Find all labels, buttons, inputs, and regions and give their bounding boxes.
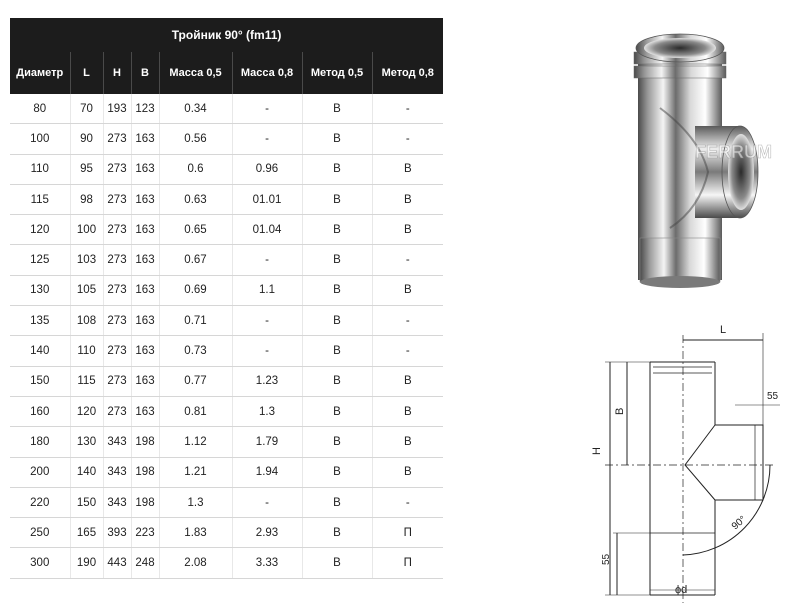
table-cell: - xyxy=(232,94,302,124)
spec-table xyxy=(10,18,443,579)
dim-label-h: H xyxy=(591,447,603,455)
table-cell: 163 xyxy=(131,396,159,426)
table-cell: - xyxy=(232,124,302,154)
table-cell: 0.6 xyxy=(159,154,232,184)
table-cell: 2.93 xyxy=(232,518,302,548)
table-row xyxy=(10,457,443,487)
table-cell: 1.83 xyxy=(159,518,232,548)
table-cell: 273 xyxy=(103,306,131,336)
table-cell: В xyxy=(302,245,372,275)
spec-table-container xyxy=(10,18,443,579)
column-header: Метод 0,5 xyxy=(302,52,372,94)
column-header: Масса 0,8 xyxy=(232,52,302,94)
table-cell: - xyxy=(372,306,443,336)
table-cell: 343 xyxy=(103,457,131,487)
table-cell: 1.94 xyxy=(232,457,302,487)
table-cell: 0.81 xyxy=(159,396,232,426)
table-row xyxy=(10,245,443,275)
table-cell: - xyxy=(372,336,443,366)
table-cell: В xyxy=(302,457,372,487)
tee-schematic xyxy=(585,315,795,605)
table-cell: 103 xyxy=(70,245,103,275)
table-cell: 160 xyxy=(10,396,70,426)
table-cell: 0.71 xyxy=(159,306,232,336)
table-cell: 150 xyxy=(70,487,103,517)
table-cell: 198 xyxy=(131,487,159,517)
table-cell: 3.33 xyxy=(232,548,302,578)
table-row xyxy=(10,366,443,396)
table-cell: 250 xyxy=(10,518,70,548)
table-cell: - xyxy=(372,124,443,154)
table-cell: 100 xyxy=(10,124,70,154)
table-cell: 163 xyxy=(131,275,159,305)
table-cell: 105 xyxy=(70,275,103,305)
table-cell: 273 xyxy=(103,124,131,154)
table-cell: - xyxy=(232,336,302,366)
table-cell: В xyxy=(302,427,372,457)
table-cell: 108 xyxy=(70,306,103,336)
table-cell: 130 xyxy=(70,427,103,457)
table-cell: 248 xyxy=(131,548,159,578)
table-cell: В xyxy=(302,518,372,548)
table-cell: 273 xyxy=(103,245,131,275)
table-cell: В xyxy=(372,154,443,184)
table-cell: 1.79 xyxy=(232,427,302,457)
table-cell: - xyxy=(232,306,302,336)
table-cell: 1.12 xyxy=(159,427,232,457)
table-cell: В xyxy=(302,124,372,154)
table-cell: 125 xyxy=(10,245,70,275)
watermark-text: FERRUM xyxy=(695,142,772,162)
dim-label-d: ϕd xyxy=(675,584,688,596)
table-cell: - xyxy=(372,487,443,517)
table-cell: 0.67 xyxy=(159,245,232,275)
table-cell: В xyxy=(302,94,372,124)
table-cell: 1.21 xyxy=(159,457,232,487)
table-cell: 0.56 xyxy=(159,124,232,154)
table-cell: 80 xyxy=(10,94,70,124)
table-cell: 110 xyxy=(70,336,103,366)
column-header: H xyxy=(103,52,131,94)
table-cell: 165 xyxy=(70,518,103,548)
table-row xyxy=(10,336,443,366)
table-cell: 0.77 xyxy=(159,366,232,396)
table-cell: 123 xyxy=(131,94,159,124)
table-cell: 100 xyxy=(70,215,103,245)
table-cell: 343 xyxy=(103,427,131,457)
table-cell: 443 xyxy=(103,548,131,578)
table-cell: 163 xyxy=(131,366,159,396)
column-header: Метод 0,8 xyxy=(372,52,443,94)
table-cell: 163 xyxy=(131,336,159,366)
angle-label: 90° xyxy=(729,514,749,533)
table-row xyxy=(10,275,443,305)
table-cell: 120 xyxy=(10,215,70,245)
table-cell: 198 xyxy=(131,427,159,457)
table-cell: В xyxy=(302,275,372,305)
table-cell: 180 xyxy=(10,427,70,457)
table-cell: 140 xyxy=(70,457,103,487)
table-cell: 1.1 xyxy=(232,275,302,305)
table-cell: 273 xyxy=(103,275,131,305)
table-cell: 2.08 xyxy=(159,548,232,578)
table-title: Тройник 90° (fm11) xyxy=(10,18,443,52)
table-cell: 273 xyxy=(103,154,131,184)
table-cell: 200 xyxy=(10,457,70,487)
table-cell: В xyxy=(372,366,443,396)
table-cell: 273 xyxy=(103,396,131,426)
table-row xyxy=(10,518,443,548)
table-cell: 0.96 xyxy=(232,154,302,184)
table-cell: П xyxy=(372,548,443,578)
table-cell: 150 xyxy=(10,366,70,396)
table-row xyxy=(10,94,443,124)
table-cell: 220 xyxy=(10,487,70,517)
table-cell: В xyxy=(302,487,372,517)
table-body xyxy=(10,94,443,578)
table-cell: 163 xyxy=(131,245,159,275)
table-row xyxy=(10,487,443,517)
dim-label-55-branch: 55 xyxy=(767,391,779,402)
table-row xyxy=(10,548,443,578)
table-cell: 223 xyxy=(131,518,159,548)
table-row xyxy=(10,124,443,154)
table-cell: - xyxy=(232,487,302,517)
column-header: Масса 0,5 xyxy=(159,52,232,94)
table-cell: - xyxy=(232,245,302,275)
table-cell: 1.3 xyxy=(159,487,232,517)
table-cell: 98 xyxy=(70,184,103,214)
table-cell: В xyxy=(302,306,372,336)
table-row xyxy=(10,306,443,336)
table-cell: - xyxy=(372,245,443,275)
table-cell: В xyxy=(372,215,443,245)
table-cell: В xyxy=(302,396,372,426)
table-cell: 163 xyxy=(131,184,159,214)
table-cell: В xyxy=(372,396,443,426)
dim-label-l: L xyxy=(720,324,727,336)
table-cell: 343 xyxy=(103,487,131,517)
table-cell: 115 xyxy=(10,184,70,214)
table-cell: 1.3 xyxy=(232,396,302,426)
table-cell: В xyxy=(372,184,443,214)
table-cell: В xyxy=(302,184,372,214)
column-header: Диаметр xyxy=(10,52,70,94)
table-cell: 273 xyxy=(103,366,131,396)
table-cell: 198 xyxy=(131,457,159,487)
table-cell: 273 xyxy=(103,215,131,245)
table-row xyxy=(10,396,443,426)
table-cell: - xyxy=(372,94,443,124)
table-cell: 273 xyxy=(103,184,131,214)
table-cell: 0.63 xyxy=(159,184,232,214)
table-cell: 01.04 xyxy=(232,215,302,245)
table-cell: В xyxy=(372,275,443,305)
table-row xyxy=(10,427,443,457)
table-cell: 115 xyxy=(70,366,103,396)
table-cell: 70 xyxy=(70,94,103,124)
table-cell: 393 xyxy=(103,518,131,548)
column-header: B xyxy=(131,52,159,94)
table-cell: В xyxy=(302,154,372,184)
table-cell: В xyxy=(302,366,372,396)
table-cell: 273 xyxy=(103,336,131,366)
table-cell: В xyxy=(372,457,443,487)
table-cell: 163 xyxy=(131,306,159,336)
table-cell: 110 xyxy=(10,154,70,184)
table-cell: 190 xyxy=(70,548,103,578)
dim-label-b: B xyxy=(614,407,626,415)
tee-product-image xyxy=(600,18,772,288)
table-row xyxy=(10,184,443,214)
table-cell: 163 xyxy=(131,124,159,154)
table-row xyxy=(10,215,443,245)
table-cell: 1.23 xyxy=(232,366,302,396)
table-cell: 300 xyxy=(10,548,70,578)
table-cell: 90 xyxy=(70,124,103,154)
table-cell: 130 xyxy=(10,275,70,305)
table-cell: 0.69 xyxy=(159,275,232,305)
table-cell: 95 xyxy=(70,154,103,184)
table-cell: 163 xyxy=(131,215,159,245)
table-cell: 0.34 xyxy=(159,94,232,124)
table-row xyxy=(10,154,443,184)
column-header: L xyxy=(70,52,103,94)
table-cell: 135 xyxy=(10,306,70,336)
table-cell: 01.01 xyxy=(232,184,302,214)
table-cell: В xyxy=(302,215,372,245)
product-photo xyxy=(600,18,772,288)
table-cell: П xyxy=(372,518,443,548)
technical-drawing xyxy=(585,315,795,605)
table-cell: 163 xyxy=(131,154,159,184)
dim-label-55-bottom: 55 xyxy=(601,553,612,565)
table-cell: 120 xyxy=(70,396,103,426)
table-cell: В xyxy=(302,548,372,578)
table-cell: 0.73 xyxy=(159,336,232,366)
table-cell: 0.65 xyxy=(159,215,232,245)
table-cell: 140 xyxy=(10,336,70,366)
table-cell: В xyxy=(302,336,372,366)
table-cell: 193 xyxy=(103,94,131,124)
table-cell: В xyxy=(372,427,443,457)
table-header-row xyxy=(10,52,443,94)
